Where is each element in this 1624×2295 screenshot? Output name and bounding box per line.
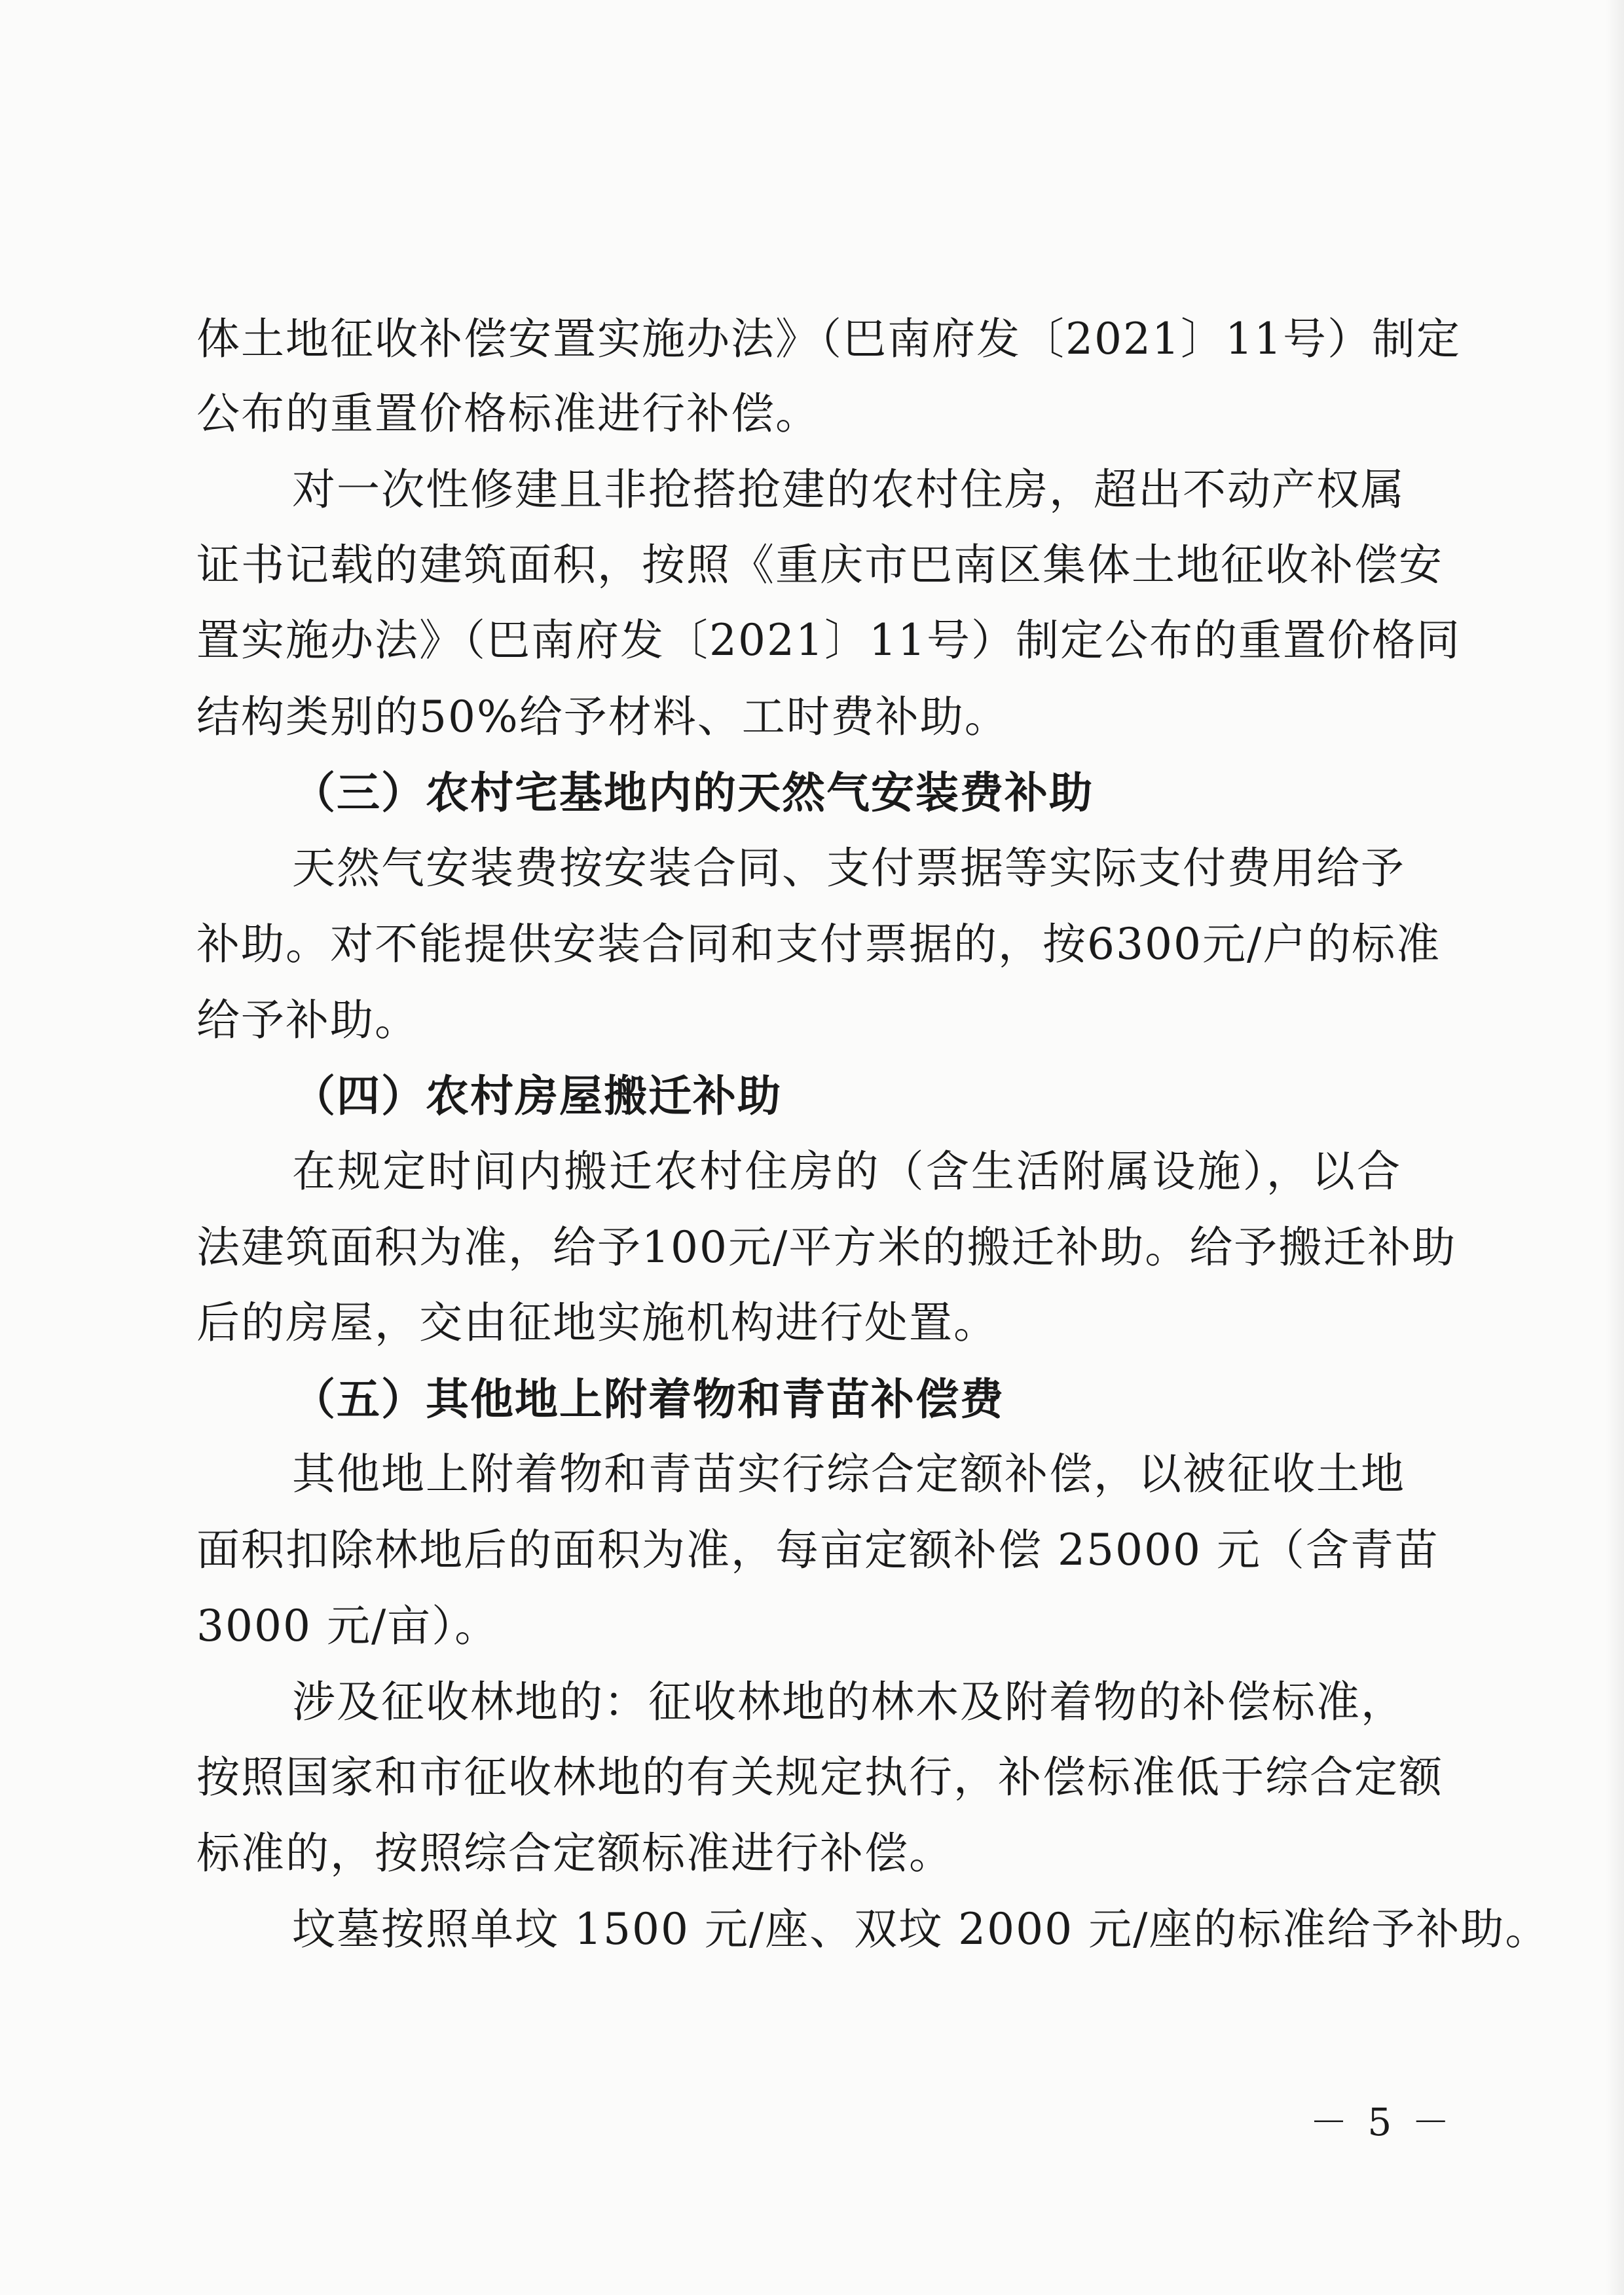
paragraph-line: 面积扣除林地后的面积为准，每亩定额补偿 25000 元（含青苗 <box>196 1525 1439 1575</box>
paragraph-line: 按照国家和市征收林地的有关规定执行，补偿标准低于综合定额 <box>196 1752 1443 1802</box>
paragraph-line: 证书记载的建筑面积，按照《重庆市巴南区集体土地征收补偿安 <box>196 540 1443 590</box>
paragraph-line: 涉及征收林地的：征收林地的林木及附着物的补偿标准， <box>292 1677 1405 1727</box>
paragraph-line: 体土地征收补偿安置实施办法》（巴南府发〔2021〕11号）制定 <box>196 314 1461 364</box>
paragraph-line: 标准的，按照综合定额标准进行补偿。 <box>196 1828 953 1878</box>
paragraph-line: 公布的重置价格标准进行补偿。 <box>196 388 820 439</box>
paragraph-line: 补助。对不能提供安装合同和支付票据的，按6300元/户的标准 <box>196 919 1441 969</box>
paragraph-line: 坟墓按照单坟 1500 元/座、双坟 2000 元/座的标准给予补助。 <box>292 1904 1550 1954</box>
section-heading: （四）农村房屋搬迁补助 <box>292 1070 782 1121</box>
page-number: － 5 － <box>1310 2100 1454 2144</box>
paragraph-line: 结构类别的50%给予材料、工时费补助。 <box>196 692 1009 742</box>
paragraph-line: 天然气安装费按安装合同、支付票据等实际支付费用给予 <box>292 843 1405 893</box>
paragraph-line: 给予补助。 <box>196 995 419 1045</box>
paragraph-line: 其他地上附着物和青苗实行综合定额补偿，以被征收土地 <box>292 1449 1405 1499</box>
section-heading: （五）其他地上附着物和青苗补偿费 <box>292 1373 1005 1425</box>
section-heading: （三）农村宅基地内的天然气安装费补助 <box>292 767 1094 818</box>
page-edge-shadow <box>1606 0 1624 2295</box>
paragraph-line: 在规定时间内搬迁农村住房的（含生活附属设施），以合 <box>292 1146 1401 1197</box>
paragraph-line: 法建筑面积为准，给予100元/平方米的搬迁补助。给予搬迁补助 <box>196 1222 1457 1273</box>
paragraph-line: 3000 元/亩）。 <box>196 1601 500 1651</box>
paragraph-line: 后的房屋，交由征地实施机构进行处置。 <box>196 1297 998 1348</box>
paragraph-line: 对一次性修建且非抢搭抢建的农村住房，超出不动产权属 <box>292 464 1405 515</box>
paragraph-line: 置实施办法》（巴南府发〔2021〕11号）制定公布的重置价格同 <box>196 615 1461 665</box>
